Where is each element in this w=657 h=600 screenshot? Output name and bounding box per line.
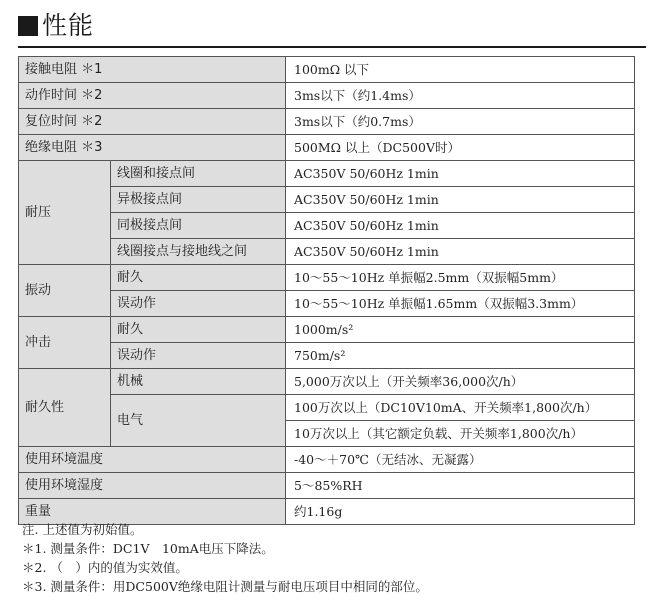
- row-value: 10万次以上（其它额定负载、开关频率1,800次/h）: [286, 421, 635, 447]
- sub-label: 线圈和接点间: [111, 161, 286, 187]
- group-label: 耐压: [19, 161, 111, 265]
- table-row: [19, 187, 635, 213]
- sub-label: 机械: [111, 369, 286, 395]
- performance-table: [18, 56, 635, 525]
- row-value: 500MΩ 以上（DC500V时）: [286, 135, 635, 161]
- sub-label: 异极接点间: [111, 187, 286, 213]
- table-row: [19, 57, 635, 83]
- row-label: 重量: [19, 499, 286, 525]
- table-row: [19, 343, 635, 369]
- row-value: 3ms以下（约1.4ms）: [286, 83, 635, 109]
- table-row: [19, 83, 635, 109]
- row-value: 10～55～10Hz 单振幅2.5mm（双振幅5mm）: [286, 265, 635, 291]
- row-value: 5～85%RH: [286, 473, 635, 499]
- table-row: [19, 213, 635, 239]
- row-value: AC350V 50/60Hz 1min: [286, 161, 635, 187]
- square-bullet-icon: [18, 16, 38, 36]
- table-row: [19, 239, 635, 265]
- footnote-line: ＊2. （ ）内的值为实效值。: [22, 560, 188, 575]
- group-label: 冲击: [19, 317, 111, 369]
- sub-label: 线圈接点与接地线之间: [111, 239, 286, 265]
- row-value: AC350V 50/60Hz 1min: [286, 213, 635, 239]
- table-row: [19, 135, 635, 161]
- table-row: [19, 473, 635, 499]
- group-label: 耐久性: [19, 369, 111, 447]
- table-row: [19, 161, 635, 187]
- row-value: 10～55～10Hz 单振幅1.65mm（双振幅3.3mm）: [286, 291, 635, 317]
- table-row: [19, 265, 635, 291]
- row-value: AC350V 50/60Hz 1min: [286, 187, 635, 213]
- footnote-line: ＊1. 测量条件：DC1V 10mA电压下降法。: [22, 541, 274, 556]
- sub-label: 同极接点间: [111, 213, 286, 239]
- sub-label: 误动作: [111, 343, 286, 369]
- row-label: 使用环境湿度: [19, 473, 286, 499]
- sub-label: 电气: [111, 395, 286, 447]
- table-row: [19, 109, 635, 135]
- table-row: [19, 395, 635, 421]
- table-row: [19, 447, 635, 473]
- row-value: 5,000万次以上（开关频率36,000次/h）: [286, 369, 635, 395]
- row-value: 100mΩ 以下: [286, 57, 635, 83]
- row-value: 100万次以上（DC10V10mA、开关频率1,800次/h）: [286, 395, 635, 421]
- row-value: 750m/s²: [286, 343, 635, 369]
- section-header: [18, 8, 646, 44]
- row-label: 动作时间 ＊2: [19, 83, 286, 109]
- sub-label: 耐久: [111, 317, 286, 343]
- row-label: 接触电阻 ＊1: [19, 57, 286, 83]
- row-label: 绝缘电阻 ＊3: [19, 135, 286, 161]
- group-label: 振动: [19, 265, 111, 317]
- table-row: [19, 317, 635, 343]
- footnote-line: ＊3. 测量条件：用DC500V绝缘电阻计测量与耐电压项目中相同的部位。: [22, 579, 428, 594]
- row-value: 1000m/s²: [286, 317, 635, 343]
- footnote-line: 注. 上述值为初始值。: [22, 522, 143, 537]
- footnotes: [22, 520, 642, 596]
- table-row: [19, 291, 635, 317]
- section-title: 性能: [42, 11, 95, 40]
- table-row: [19, 369, 635, 395]
- header-rule: [18, 46, 646, 48]
- row-value: -40～＋70℃（无结冰、无凝露）: [286, 447, 635, 473]
- row-value: 3ms以下（约0.7ms）: [286, 109, 635, 135]
- row-label: 使用环境温度: [19, 447, 286, 473]
- row-value: 约1.16g: [286, 499, 635, 525]
- row-label: 复位时间 ＊2: [19, 109, 286, 135]
- sub-label: 耐久: [111, 265, 286, 291]
- row-value: AC350V 50/60Hz 1min: [286, 239, 635, 265]
- sub-label: 误动作: [111, 291, 286, 317]
